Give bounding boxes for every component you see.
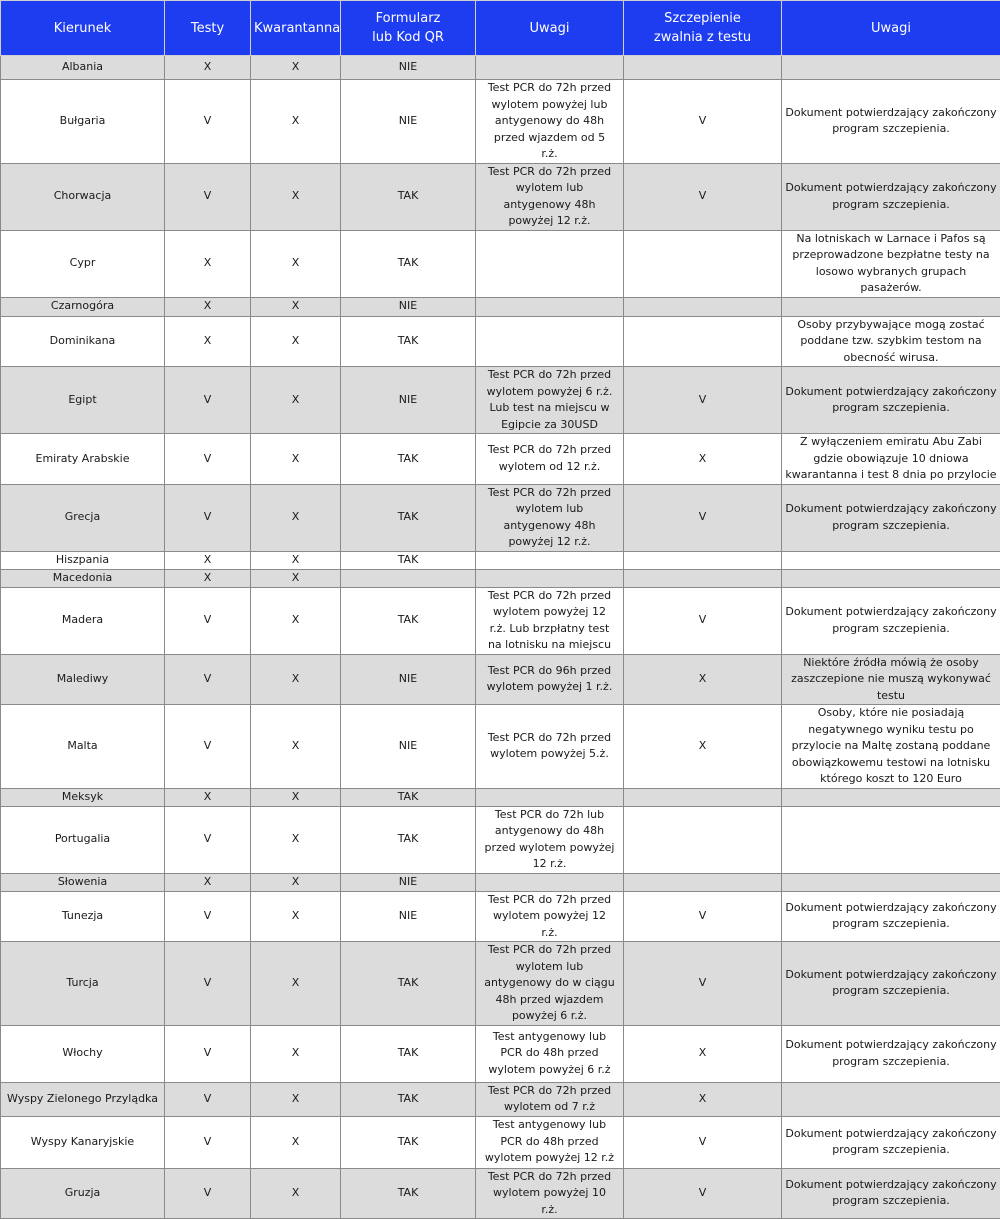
table-row [1,163,1000,230]
cell-formularz: TAK [341,484,476,551]
cell-uwagi: Test PCR do 72h przed wylotem od 7 r.ż [476,1082,624,1116]
cell-uwagi-2: Dokument potwierdzający zakończony program szczepienia. [782,1116,1000,1168]
cell-kwarantanna: X [251,1168,341,1219]
cell-kwarantanna: X [251,891,341,942]
cell-uwagi [476,316,624,367]
cell-szczepienie: X [624,654,782,705]
cell-uwagi-2 [782,873,1000,891]
cell-szczepienie [624,230,782,297]
cell-uwagi: Test PCR do 96h przed wylotem powyżej 1 r.ż. [476,654,624,705]
header-formularz: Formularz lub Kod QR [341,1,476,56]
cell-kierunek: Bułgaria [1,80,165,164]
table-row [1,654,1000,705]
cell-uwagi: Test PCR do 72h przed wylotem powyżej 10 r.ż. [476,1168,624,1219]
cell-uwagi: Test PCR do 72h przed wylotem lub antygenowy do w ciągu 48h przed wjazdem powyżej 6 r.ż. [476,942,624,1026]
cell-uwagi-2 [782,551,1000,569]
table-row [1,806,1000,873]
table-body [1,56,1000,1219]
cell-formularz: TAK [341,316,476,367]
header-testy: Testy [165,1,251,56]
cell-uwagi [476,569,624,587]
cell-uwagi-2: Dokument potwierdzający zakończony program szczepienia. [782,1025,1000,1082]
cell-szczepienie: V [624,80,782,164]
cell-kwarantanna: X [251,942,341,1026]
cell-uwagi: Test PCR do 72h przed wylotem powyżej 12 r.ż. Lub brzpłatny test na lotnisku na miejscu [476,587,624,654]
cell-formularz: TAK [341,942,476,1026]
cell-kierunek: Madera [1,587,165,654]
cell-kwarantanna: X [251,80,341,164]
cell-uwagi-2: Dokument potwierdzający zakończony program szczepienia. [782,891,1000,942]
cell-uwagi-2 [782,1082,1000,1116]
cell-kwarantanna: X [251,163,341,230]
cell-uwagi-2: Dokument potwierdzający zakończony program szczepienia. [782,367,1000,434]
cell-uwagi: Test PCR do 72h lub antygenowy do 48h przed wylotem powyżej 12 r.ż. [476,806,624,873]
cell-kierunek: Grecja [1,484,165,551]
header-szczepienie: Szczepienie zwalnia z testu [624,1,782,56]
cell-testy: V [165,806,251,873]
table-header-row [1,1,1000,56]
table-row [1,587,1000,654]
cell-kwarantanna: X [251,551,341,569]
cell-uwagi [476,230,624,297]
cell-testy: V [165,484,251,551]
cell-uwagi-2: Dokument potwierdzający zakończony program szczepienia. [782,484,1000,551]
cell-szczepienie: V [624,367,782,434]
cell-szczepienie: X [624,434,782,485]
cell-kwarantanna: X [251,56,341,80]
cell-uwagi [476,788,624,806]
cell-formularz: TAK [341,163,476,230]
table-row [1,56,1000,80]
cell-uwagi: Test antygenowy lub PCR do 48h przed wylotem powyżej 6 r.ż [476,1025,624,1082]
cell-uwagi: Test PCR do 72h przed wylotem od 12 r.ż. [476,434,624,485]
cell-formularz: TAK [341,587,476,654]
cell-kierunek: Tunezja [1,891,165,942]
cell-formularz: TAK [341,230,476,297]
header-kwarantanna: Kwarantanna [251,1,341,56]
cell-szczepienie: V [624,1116,782,1168]
table-row [1,873,1000,891]
header-kierunek: Kierunek [1,1,165,56]
cell-testy: V [165,434,251,485]
cell-formularz: TAK [341,1168,476,1219]
table-row [1,705,1000,789]
cell-kierunek: Malta [1,705,165,789]
cell-kwarantanna: X [251,705,341,789]
cell-formularz: TAK [341,1116,476,1168]
cell-kierunek: Malediwy [1,654,165,705]
cell-formularz: NIE [341,705,476,789]
cell-szczepienie [624,569,782,587]
table-row [1,297,1000,316]
cell-testy: X [165,297,251,316]
cell-szczepienie: V [624,1168,782,1219]
cell-kwarantanna: X [251,569,341,587]
cell-kwarantanna: X [251,367,341,434]
cell-uwagi: Test PCR do 72h przed wylotem lub antygenowy 48h powyżej 12 r.ż. [476,484,624,551]
cell-formularz: TAK [341,434,476,485]
cell-uwagi-2: Osoby przybywające mogą zostać poddane tzw. szybkim testom na obecność wirusa. [782,316,1000,367]
cell-szczepienie: V [624,163,782,230]
cell-formularz: NIE [341,56,476,80]
cell-formularz: TAK [341,551,476,569]
cell-testy: X [165,788,251,806]
table-row [1,1025,1000,1082]
cell-formularz: NIE [341,367,476,434]
cell-formularz: NIE [341,654,476,705]
table-row [1,1168,1000,1219]
cell-uwagi-2: Z wyłączeniem emiratu Abu Zabi gdzie obowiązuje 10 dniowa kwarantanna i test 8 dnia po przylocie [782,434,1000,485]
cell-testy: X [165,230,251,297]
table-row [1,1116,1000,1168]
cell-uwagi-2 [782,56,1000,80]
cell-formularz: TAK [341,806,476,873]
table-row [1,891,1000,942]
cell-szczepienie: V [624,942,782,1026]
cell-testy: V [165,1168,251,1219]
cell-kierunek: Egipt [1,367,165,434]
table-row [1,367,1000,434]
cell-uwagi-2: Dokument potwierdzający zakończony program szczepienia. [782,163,1000,230]
cell-uwagi: Test PCR do 72h przed wylotem powyżej 12 r.ż. [476,891,624,942]
cell-testy: X [165,569,251,587]
cell-szczepienie: X [624,1025,782,1082]
cell-kwarantanna: X [251,230,341,297]
cell-kwarantanna: X [251,1116,341,1168]
header-uwagi-2: Uwagi [782,1,1000,56]
cell-kwarantanna: X [251,484,341,551]
cell-uwagi: Test PCR do 72h przed wylotem powyżej 5.ż. [476,705,624,789]
cell-testy: V [165,367,251,434]
cell-kierunek: Chorwacja [1,163,165,230]
cell-szczepienie: V [624,484,782,551]
cell-szczepienie [624,297,782,316]
cell-kierunek: Turcja [1,942,165,1026]
cell-formularz [341,569,476,587]
cell-uwagi [476,297,624,316]
cell-testy: V [165,654,251,705]
cell-testy: V [165,705,251,789]
cell-formularz: NIE [341,873,476,891]
cell-kierunek: Portugalia [1,806,165,873]
cell-kierunek: Macedonia [1,569,165,587]
cell-kwarantanna: X [251,806,341,873]
cell-testy: V [165,891,251,942]
cell-testy: X [165,873,251,891]
cell-kwarantanna: X [251,654,341,705]
cell-uwagi [476,551,624,569]
cell-szczepienie [624,788,782,806]
cell-testy: X [165,551,251,569]
cell-szczepienie [624,806,782,873]
cell-testy: V [165,942,251,1026]
cell-kwarantanna: X [251,788,341,806]
cell-uwagi-2: Dokument potwierdzający zakończony program szczepienia. [782,1168,1000,1219]
cell-kierunek: Emiraty Arabskie [1,434,165,485]
cell-uwagi-2 [782,788,1000,806]
cell-testy: V [165,1082,251,1116]
cell-uwagi-2 [782,297,1000,316]
cell-szczepienie [624,873,782,891]
cell-kierunek: Meksyk [1,788,165,806]
cell-uwagi: Test PCR do 72h przed wylotem powyżej 6 r.ż. Lub test na miejscu w Egipcie za 30USD [476,367,624,434]
table-row [1,434,1000,485]
table-row [1,551,1000,569]
cell-kwarantanna: X [251,587,341,654]
cell-uwagi: Test antygenowy lub PCR do 48h przed wylotem powyżej 12 r.ż [476,1116,624,1168]
cell-uwagi-2: Niektóre źródła mówią że osoby zaszczepione nie muszą wykonywać testu [782,654,1000,705]
cell-kierunek: Włochy [1,1025,165,1082]
cell-uwagi-2 [782,806,1000,873]
table-row [1,569,1000,587]
cell-szczepienie: V [624,891,782,942]
cell-kierunek: Albania [1,56,165,80]
table-row [1,942,1000,1026]
table-row [1,80,1000,164]
cell-kierunek: Dominikana [1,316,165,367]
cell-testy: X [165,56,251,80]
cell-szczepienie: V [624,587,782,654]
cell-uwagi-2 [782,569,1000,587]
cell-kierunek: Hiszpania [1,551,165,569]
cell-formularz: TAK [341,1025,476,1082]
cell-uwagi [476,873,624,891]
table-row [1,316,1000,367]
cell-szczepienie: X [624,1082,782,1116]
cell-kierunek: Cypr [1,230,165,297]
cell-kwarantanna: X [251,1082,341,1116]
cell-uwagi-2: Osoby, które nie posiadają negatywnego wyniku testu po przylocie na Maltę zostaną poddane obowiązkowemu testowi na lotnisku którego koszt to 120 Euro [782,705,1000,789]
cell-kwarantanna: X [251,873,341,891]
cell-uwagi-2: Dokument potwierdzający zakończony program szczepienia. [782,942,1000,1026]
header-uwagi: Uwagi [476,1,624,56]
cell-testy: V [165,587,251,654]
cell-szczepienie [624,551,782,569]
cell-szczepienie: X [624,705,782,789]
cell-formularz: TAK [341,1082,476,1116]
cell-testy: X [165,316,251,367]
cell-kwarantanna: X [251,434,341,485]
table-row [1,1082,1000,1116]
cell-kierunek: Wyspy Zielonego Przylądka [1,1082,165,1116]
cell-kwarantanna: X [251,297,341,316]
cell-kierunek: Słowenia [1,873,165,891]
cell-formularz: NIE [341,80,476,164]
cell-uwagi-2: Na lotniskach w Larnace i Pafos są przeprowadzone bezpłatne testy na losowo wybranych grupach pasażerów. [782,230,1000,297]
cell-testy: V [165,1116,251,1168]
cell-uwagi [476,56,624,80]
cell-testy: V [165,80,251,164]
cell-kwarantanna: X [251,1025,341,1082]
cell-uwagi: Test PCR do 72h przed wylotem lub antygenowy 48h powyżej 12 r.ż. [476,163,624,230]
table-row [1,788,1000,806]
cell-kierunek: Czarnogóra [1,297,165,316]
cell-kierunek: Gruzja [1,1168,165,1219]
cell-szczepienie [624,316,782,367]
cell-kierunek: Wyspy Kanaryjskie [1,1116,165,1168]
cell-formularz: NIE [341,891,476,942]
cell-kwarantanna: X [251,316,341,367]
cell-uwagi-2: Dokument potwierdzający zakończony program szczepienia. [782,80,1000,164]
table-row [1,230,1000,297]
table-row [1,484,1000,551]
cell-szczepienie [624,56,782,80]
cell-formularz: TAK [341,788,476,806]
cell-testy: V [165,1025,251,1082]
cell-uwagi-2: Dokument potwierdzający zakończony program szczepienia. [782,587,1000,654]
cell-uwagi: Test PCR do 72h przed wylotem powyżej lub antygenowy do 48h przed wjazdem od 5 r.ż. [476,80,624,164]
cell-formularz: NIE [341,297,476,316]
cell-testy: V [165,163,251,230]
